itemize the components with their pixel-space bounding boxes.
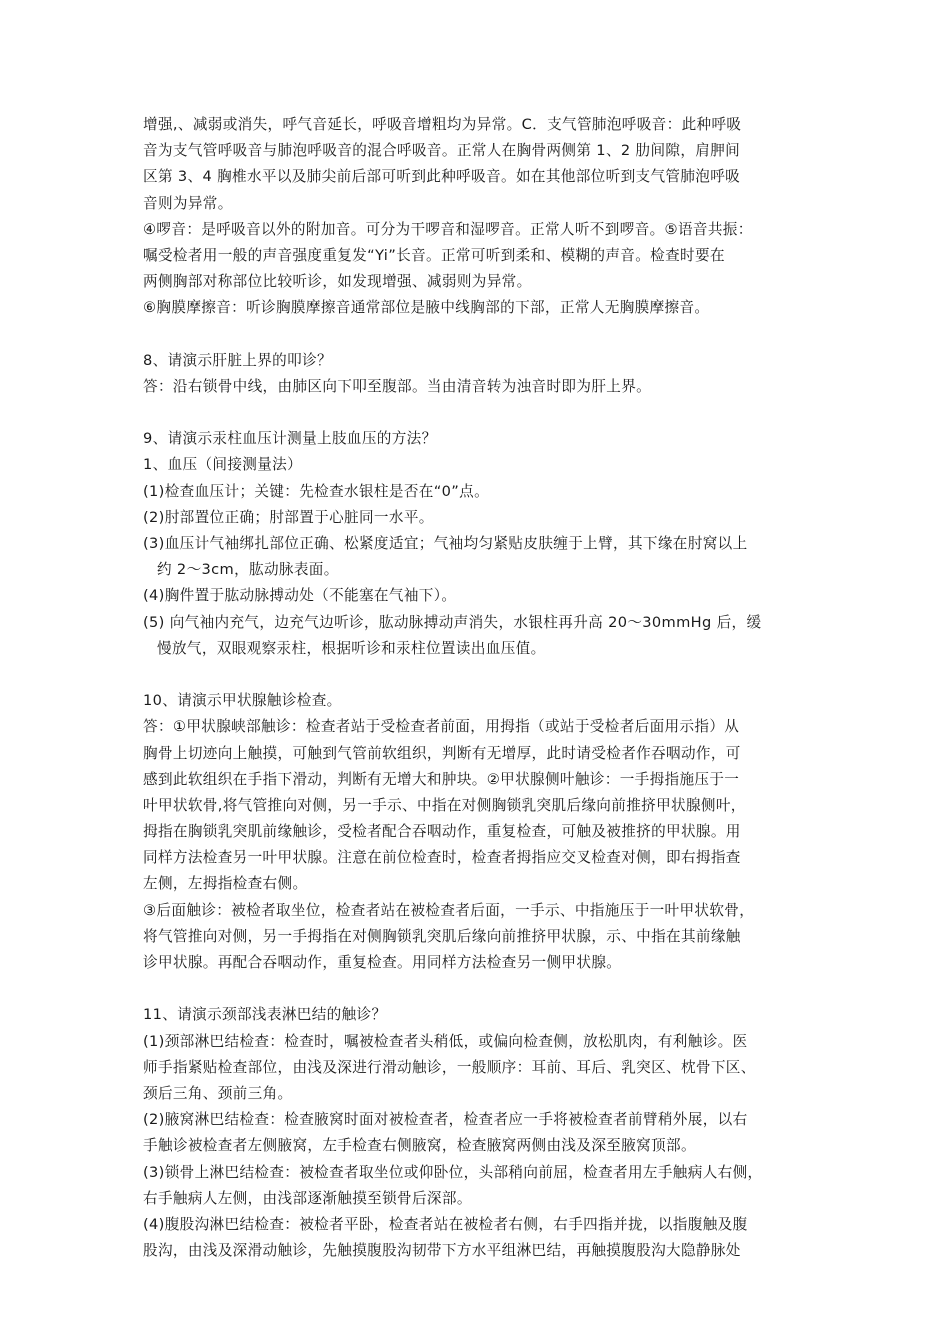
text-line: 颈后三角、颈前三角。 [143, 1084, 293, 1102]
text-line: 音则为异常。 [143, 194, 233, 212]
text-line: 诊甲状腺。再配合吞咽动作，重复检查。用同样方法检查另一侧甲状腺。 [143, 954, 622, 971]
text-line: 答：①甲状腺峡部触诊：检查者站于受检查者前面，用拇指（或站于受检者后面用示指）从 [143, 718, 740, 736]
text-line: 胸骨上切迹向上触摸，可触到气管前软组织，判断有无增厚，此时请受检者作吞咽动作，可 [143, 744, 741, 762]
document-page [143, 112, 808, 1264]
text-line: ③后面触诊：被检者取坐位，检查者站在被检查者后面，一手示、中指施压于一叶甲状软骨， [143, 901, 755, 919]
text-line: (4)胸件置于肱动脉搏动处（不能塞在气袖下）。 [143, 587, 457, 605]
text-line: 感到此软组织在手指下滑动，判断有无增大和肿块。②甲状腺侧叶触诊：一手拇指施压于一 [143, 770, 740, 788]
paragraph-spacer [143, 976, 808, 1002]
question-heading: 10、请演示甲状腺触诊检查。 [143, 692, 342, 710]
respiratory-sounds-section [143, 112, 808, 322]
text-line: 增强,、减弱或消失，呼气音延长，呼吸音增粗均为异常。C．支气管肺泡呼吸音：此种呼吸 [143, 116, 742, 133]
question-heading: 8、请演示肝脏上界的叩诊？ [143, 351, 332, 369]
text-line: 叶甲状软骨,将气管推向对侧，另一手示、中指在对侧胸锁乳突肌后缘向前推挤甲状腺侧叶， [143, 796, 746, 814]
text-line: 同样方法检查另一叶甲状腺。注意在前位检查时，检查者拇指应交叉检查对侧，即右拇指查 [143, 849, 741, 867]
text-line: (1)颈部淋巴结检查：检查时，嘱被检查者头稍低，或偏向检查侧，放松肌肉，有利触诊。医 [143, 1032, 748, 1050]
text-line: (3)血压计气袖绑扎部位正确、松紧度适宜；气袖均匀紧贴皮肤缠于上臂，其下缘在肘窝以上 [143, 535, 748, 552]
paragraph-spacer [143, 400, 808, 426]
text-line: 右手触病人左侧，由浅部逐渐触摸至锁骨后深部。 [143, 1189, 472, 1207]
text-line: 师手指紧贴检查部位，由浅及深进行滑动触诊，一般顺序：耳前、耳后、乳突区、枕骨下区、 [143, 1058, 756, 1076]
text-line: (4)腹股沟淋巴结检查：被检者平卧，检查者站在被检者右侧，右手四指并拢，以指腹触及腹 [143, 1215, 748, 1233]
text-line: (1)检查血压计；关键：先检查水银柱是否在“0”点。 [143, 482, 490, 500]
text-line: 两侧胸部对称部位比较听诊，如发现增强、减弱则为异常。 [143, 273, 532, 291]
text-line: 股沟，由浅及深滑动触诊，先触摸腹股沟韧带下方水平组淋巴结，再触摸腹股沟大隐静脉处 [143, 1242, 741, 1260]
text-line: 拇指在胸锁乳突肌前缘触诊，受检者配合吞咽动作，重复检查，可触及被推挤的甲状腺。用 [143, 823, 741, 841]
question-heading: 9、请演示汞柱血压计测量上肢血压的方法？ [143, 430, 437, 448]
text-line: 音为支气管呼吸音与肺泡呼吸音的混合呼吸音。正常人在胸骨两侧第 1、2 肋间隙，肩胛间 [143, 142, 741, 160]
text-line: 约 2～3cm，肱动脉表面。 [157, 561, 339, 579]
paragraph-spacer [143, 662, 808, 688]
text-line: (2)肘部置位正确；肘部置于心脏同一水平。 [143, 508, 434, 526]
answer-text: 答：沿右锁骨中线，由肺区向下叩至腹部。当由清音转为浊音时即为肝上界。 [143, 377, 652, 395]
text-line: 区第 3、4 胸椎水平以及肺尖前后部可听到此种呼吸音。如在其他部位听到支气管肺泡呼吸 [143, 168, 741, 186]
question-11-section [143, 1002, 808, 1264]
text-line: ⑥胸膜摩擦音：听诊胸膜摩擦音通常部位是腋中线胸部的下部，正常人无胸膜摩擦音。 [143, 299, 710, 317]
text-line: ④啰音：是呼吸音以外的附加音。可分为干啰音和湿啰音。正常人听不到啰音。⑤语音共振： [143, 220, 753, 238]
text-line: 1、血压（间接测量法） [143, 456, 303, 474]
text-line: 嘱受检者用一般的声音强度重复发“Yi”长音。正常可听到柔和、模糊的声音。检查时要在 [143, 246, 725, 264]
question-heading: 11、请演示颈部浅表淋巴结的触诊？ [143, 1006, 387, 1024]
text-line: 慢放气，双眼观察汞柱，根据听诊和汞柱位置读出血压值。 [157, 639, 546, 657]
text-line: (3)锁骨上淋巴结检查：被检查者取坐位或仰卧位，头部稍向前屈，检查者用左手触病人右侧， [143, 1163, 763, 1181]
paragraph-spacer [143, 322, 808, 348]
question-10-section [143, 688, 808, 976]
text-line: (5) 向气袖内充气，边充气边听诊，肱动脉搏动声消失，水银柱再升高 20～30mmHg 后，缓 [143, 613, 762, 631]
text-line: 手触诊被检查者左侧腋窝，左手检查右侧腋窝，检查腋窝两侧由浅及深至腋窝顶部。 [143, 1137, 696, 1155]
question-8-section [143, 348, 808, 400]
text-line: 左侧，左拇指检查右侧。 [143, 875, 308, 893]
text-line: (2)腋窝淋巴结检查：检查腋窝时面对被检查者，检查者应一手将被检查者前臂稍外展，以右 [143, 1111, 748, 1129]
text-line: 将气管推向对侧，另一手拇指在对侧胸锁乳突肌后缘向前推挤甲状腺，示、中指在其前缘触 [143, 927, 741, 945]
question-9-section [143, 426, 808, 662]
